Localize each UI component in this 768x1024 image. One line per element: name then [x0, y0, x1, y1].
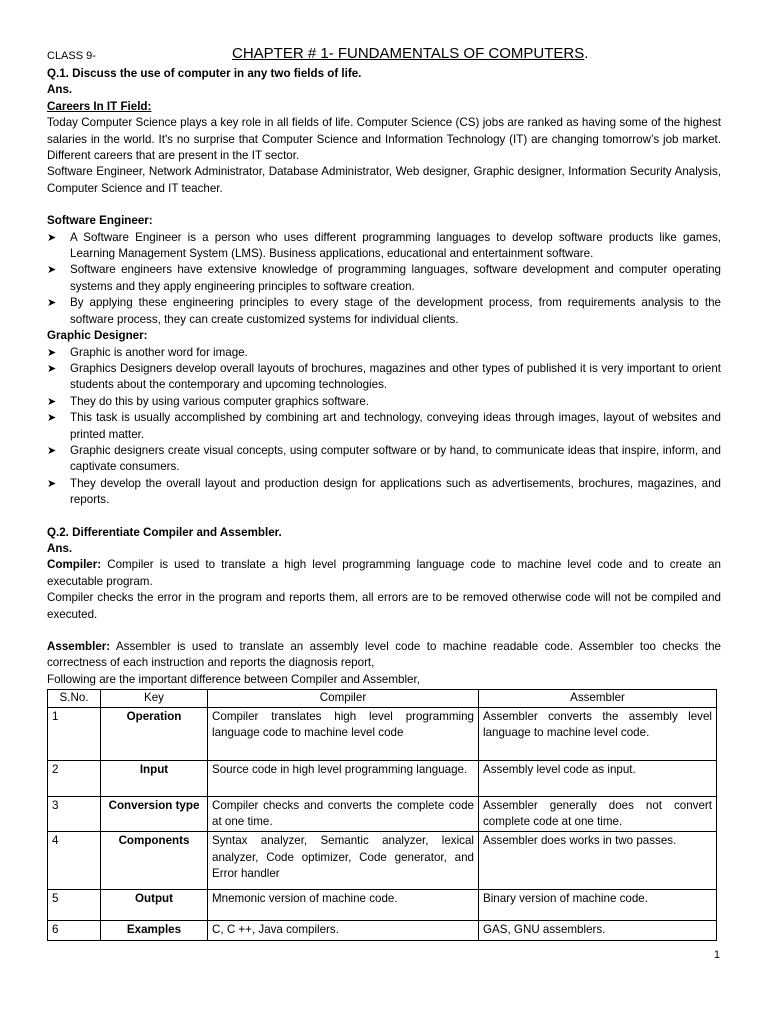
list-item: ➤ Graphic is another word for image. — [47, 345, 721, 361]
cell-sno: 5 — [48, 890, 101, 921]
cell-assembler: Assembler generally does not convert complete code at one time. — [479, 796, 717, 832]
comparison-table — [47, 689, 717, 941]
cell-compiler: Mnemonic version of machine code. — [208, 890, 479, 921]
table-row — [48, 832, 717, 890]
q2-ans-label: Ans. — [47, 541, 73, 555]
table-row — [48, 890, 717, 921]
compiler-label: Compiler: — [47, 558, 102, 572]
list-item: ➤ Graphics Designers develop overall layouts of brochures, magazines and other types of published it is very important to orient students about the contemporary and upcoming technologies. — [47, 361, 721, 392]
table-row — [48, 760, 717, 796]
table-row — [48, 796, 717, 832]
cell-compiler: Source code in high level programming language. — [208, 760, 479, 796]
cell-sno: 2 — [48, 760, 101, 796]
document-page — [47, 44, 721, 941]
graphic-designer-list — [47, 345, 721, 509]
list-item: ➤ By applying these engineering principles to every stage of the development process, from requirements analysis to the software process, they can create customized systems for individual clients. — [47, 296, 721, 326]
arrow-bullet-icon: ➤ — [47, 412, 57, 425]
cell-key: Operation — [101, 707, 208, 760]
q1-question: Q.1. Discuss the use of computer in any two fields of life. — [47, 67, 362, 80]
cell-assembler: GAS, GNU assemblers. — [479, 921, 717, 941]
table-header-row — [48, 690, 717, 707]
arrow-bullet-icon: ➤ — [47, 264, 57, 277]
cell-sno: 3 — [48, 796, 101, 832]
arrow-bullet-icon: ➤ — [47, 444, 57, 457]
list-item: ➤ This task is usually accomplished by combining art and technology, conveying ideas through images, layout of websites and printed matter. — [47, 411, 721, 441]
header-sno: S.No. — [48, 690, 101, 707]
list-item: ➤ They do this by using various computer graphics software. — [47, 394, 721, 410]
cell-assembler: Assembler converts the assembly level language to machine level code. — [479, 707, 717, 760]
arrow-bullet-icon: ➤ — [47, 362, 57, 375]
list-item: ➤ They develop the overall layout and production design for applications such as advertisements, brochures, magazines, and reports. — [47, 476, 721, 507]
page-number: 1 — [713, 949, 720, 961]
arrow-bullet-icon: ➤ — [47, 477, 57, 490]
arrow-bullet-icon: ➤ — [47, 346, 57, 359]
table-row — [48, 921, 717, 941]
chapter-title — [232, 44, 588, 64]
header-key: Key — [101, 690, 208, 707]
table-row — [48, 707, 717, 760]
list-item: ➤ Graphic designers create visual concepts, using computer software or by hand, to communicate ideas that inspire, inform, and captivate consumers. — [47, 443, 721, 474]
q2-question: Q.2. Differentiate Compiler and Assembler. — [47, 525, 282, 539]
arrow-bullet-icon: ➤ — [47, 395, 57, 408]
assembler-text: Assembler is used to translate an assembly level code to machine readable code. Assembler too checks the correctness of each instruction and reports the diagnosis report, — [47, 640, 721, 670]
list-item: ➤ A Software Engineer is a person who uses different programming languages to develop software products like games, Learning Management System (LMS). Business applications, educational and entertainment software. — [47, 230, 721, 261]
graphic-designer-heading: Graphic Designer: — [47, 329, 148, 343]
header-compiler: Compiler — [208, 690, 479, 707]
chapter-title-text: CHAPTER # 1- FUNDAMENTALS OF COMPUTERS — [232, 45, 585, 62]
careers-paragraph: Today Computer Science plays a key role in all fields of life. Computer Science (CS) jobs are ranked as having some of the highest salaries in the world. It's no surprise that Computer Science and Information Technology (IT) are changing tomorrow’s job market. Different careers that are present in the IT sector. — [47, 116, 721, 163]
cell-assembler: Assembler does works in two passes. — [479, 832, 717, 890]
cell-key: Input — [101, 760, 208, 796]
cell-sno: 6 — [48, 921, 101, 941]
q1-ans-label: Ans. — [47, 83, 73, 97]
page-header — [47, 44, 721, 66]
software-engineer-heading: Software Engineer: — [47, 214, 153, 228]
cell-assembler: Assembly level code as input. — [479, 760, 717, 796]
software-engineer-list — [47, 230, 721, 328]
arrow-bullet-icon: ➤ — [47, 297, 57, 310]
assembler-label: Assembler: — [47, 640, 111, 653]
following-line: Following are the important difference between Compiler and Assembler, — [47, 672, 420, 686]
cell-assembler: Binary version of machine code. — [479, 890, 717, 921]
cell-compiler: Syntax analyzer, Semantic analyzer, lexical analyzer, Code optimizer, Code generator, and Error handler — [208, 832, 479, 890]
arrow-bullet-icon: ➤ — [47, 231, 57, 244]
cell-key: Components — [101, 832, 208, 890]
cell-key: Conversion type — [101, 796, 208, 832]
class-label: CLASS 9- — [47, 50, 96, 62]
chapter-title-period: . — [584, 45, 589, 62]
list-item: ➤ Software engineers have extensive knowledge of programming languages, software development and computer operating systems and they apply engineering principles to software creation. — [47, 263, 721, 293]
compiler-text: Compiler is used to translate a high level programming language code to machine level code and to create an executable program. — [47, 558, 721, 588]
cell-key: Examples — [101, 921, 208, 941]
cell-key: Output — [101, 890, 208, 921]
cell-compiler: C, C ++, Java compilers. — [208, 921, 479, 941]
careers-list: Software Engineer, Network Administrator, Database Administrator, Web designer, Graphic designer, Information Security Analysis, Computer Science and IT teacher. — [47, 165, 721, 195]
cell-sno: 1 — [48, 707, 101, 760]
header-assembler: Assembler — [479, 690, 717, 707]
careers-heading: Careers In IT Field: — [47, 99, 152, 113]
cell-compiler: Compiler checks and converts the complete code at one time. — [208, 796, 479, 832]
cell-sno: 4 — [48, 832, 101, 890]
cell-compiler: Compiler translates high level programming language code to machine level code — [208, 707, 479, 760]
assembler-paragraph — [47, 639, 721, 672]
compiler-paragraph — [47, 557, 721, 590]
compiler-checks: Compiler checks the error in the program and reports them, all errors are to be removed otherwise code will not be compiled and executed. — [47, 591, 721, 621]
